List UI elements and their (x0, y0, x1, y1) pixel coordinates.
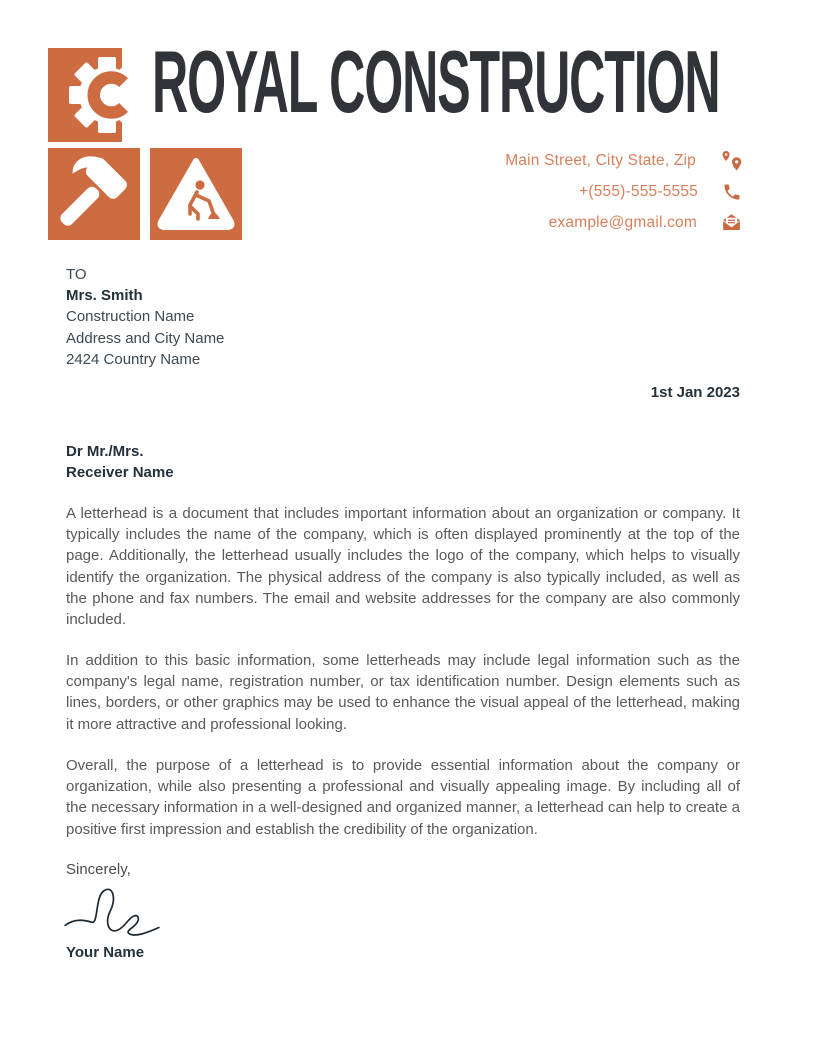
contact-email: example@gmail.com (548, 213, 697, 231)
company-name: ROYAL CONSTRUCTION (152, 32, 720, 131)
signoff-text: Sincerely, (66, 861, 131, 878)
recipient-name: Mrs. Smith (66, 287, 143, 305)
salutation-line2: Receiver Name (66, 464, 174, 482)
recipient-country: 2424 Country Name (66, 350, 201, 368)
salutation-block (66, 441, 174, 483)
gear-icon (69, 57, 145, 133)
body-paragraph-1: A letterhead is a document that includes important information about an organization or company. It typically includes the name of the company, which is often displayed prominently at the top of the page. Additionally, the letterhead usually includes the logo of the company, which helps to visually identify the organization. The physical address of the company is also typically included, as well as the phone and fax numbers. The email and website addresses for the company are also commonly included. (66, 505, 740, 629)
hammer-tile (48, 148, 140, 240)
roadwork-tile (150, 148, 242, 240)
contact-block (505, 150, 742, 233)
contact-phone: +(555)-555-5555 (579, 182, 698, 200)
contact-address: Main Street, City State, Zip (505, 151, 696, 169)
open-envelope-icon (721, 212, 742, 233)
roadwork-sign-icon (150, 148, 242, 240)
body-paragraph-2: In addition to this basic information, some letterheads may include legal information such as the company's legal name, registration number, or tax identification number. Design elements such as lines, borders, or other graphics may be used to enhance the visual appeal of the letterhead, making it more attractive and professional looking. (66, 652, 740, 733)
hammer-icon (48, 148, 140, 240)
phone-icon (722, 182, 742, 202)
contact-phone-row (505, 181, 742, 202)
location-pins-icon (720, 150, 742, 172)
body-paragraph-3: Overall, the purpose of a letterhead is to provide essential information about the company or organization, while also presenting a professional and visually appealing image. By including all of the necessary information in a well-designed and organized manner, a letterhead can help to create a positive first impression and establish the credibility of the organization. (66, 757, 740, 838)
recipient-address: Address and City Name (66, 329, 225, 347)
contact-email-row (505, 212, 742, 233)
recipient-company: Construction Name (66, 308, 195, 326)
sender-name: Your Name (66, 944, 145, 961)
contact-address-row (505, 150, 742, 171)
recipient-label: TO (66, 266, 87, 283)
letter-date: 1st Jan 2023 (650, 384, 740, 401)
recipient-block (66, 264, 224, 370)
header-icon-tiles (48, 148, 242, 240)
salutation-line1: Dr Mr./Mrs. (66, 443, 144, 460)
signature (62, 884, 162, 942)
